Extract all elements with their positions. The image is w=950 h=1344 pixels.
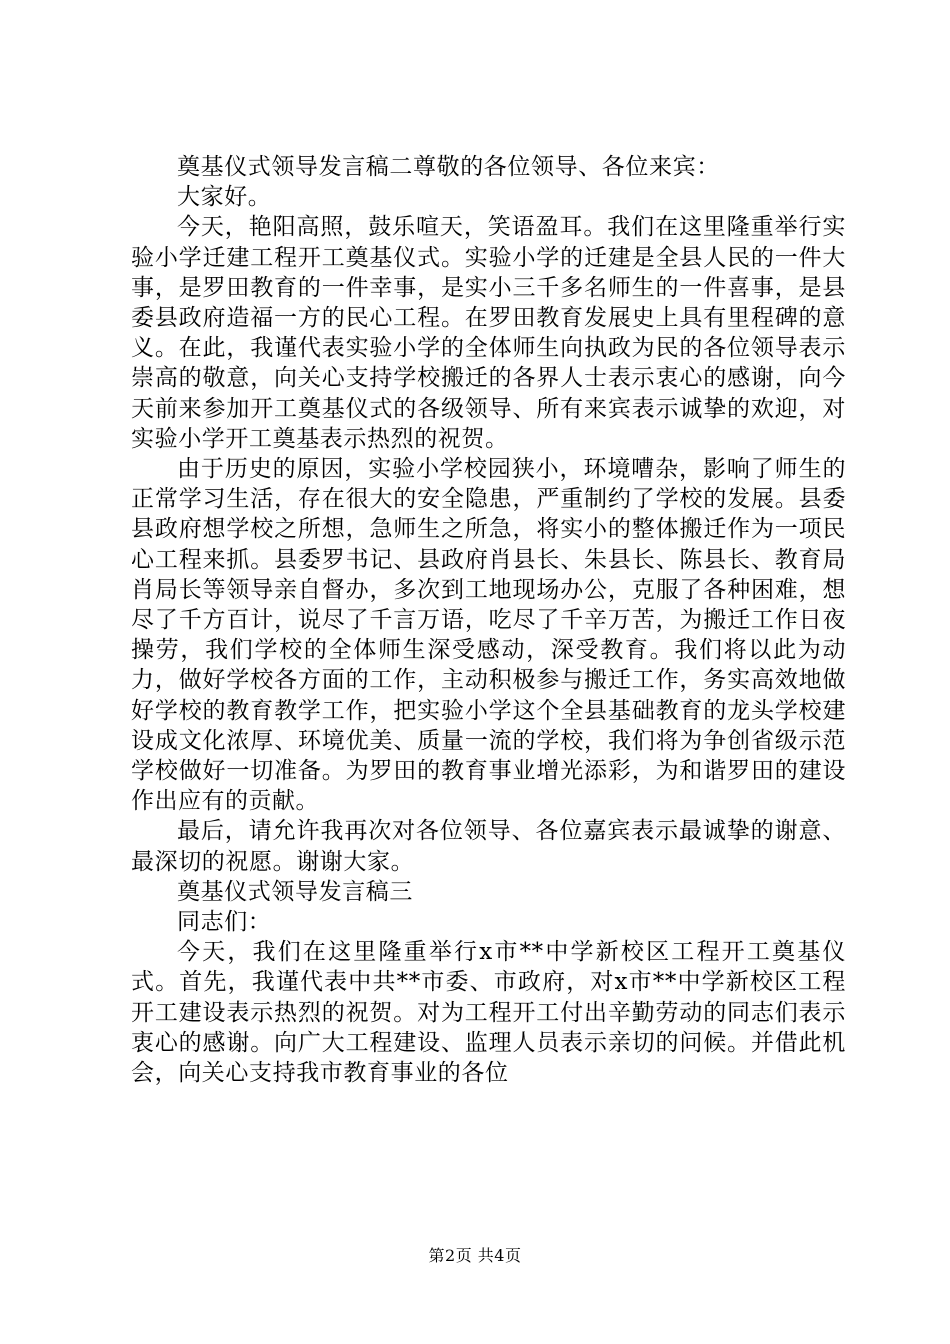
page-number-footer: 第2页 共4页 bbox=[428, 1246, 522, 1265]
document-body bbox=[131, 152, 846, 1088]
paragraph-opening-salutation: 奠基仪式领导发言稿二尊敬的各位领导、各位来宾： bbox=[177, 154, 720, 180]
section-heading-speech-three: 奠基仪式领导发言稿三 bbox=[177, 878, 413, 905]
paragraph-new-campus-opening: 今天，我们在这里隆重举行x市**中学新校区工程开工奠基仪式。首先，我谨代表中共**市委、市政府，对x市**中学新校区工程开工建设表示热烈的祝贺。对为工程开工付出辛勤劳动的同志们表示衷心的感谢。向广大工程建设、监理人员表示亲切的问候。并借此机会，向关心支持我市教育事业的各位 bbox=[131, 939, 846, 1087]
paragraph-greeting: 大家好。 bbox=[177, 184, 272, 211]
paragraph-history-relocation: 由于历史的原因，实验小学校园狭小，环境嘈杂，影响了师生的正常学习生活，存在很大的安全隐患，严重制约了学校的发展。县委县政府想学校之所想，急师生之所急，将实小的整体搬迁作为一项民心工程来抓。县委罗书记、县政府肖县长、朱县长、陈县长、教育局肖局长等领导亲自督办，多次到工地现场办公，克服了各种困难，想尽了千方百计，说尽了千言万语，吃尽了千辛万苦，为搬迁工作日夜操劳，我们学校的全体师生深受感动，深受教育。我们将以此为动力，做好学校各方面的工作，主动积极参与搬迁工作，务实高效地做好学校的教育教学工作，把实验小学这个全县基础教育的龙头学校建设成文化浓厚、环境优美、质量一流的学校，我们将为争创省级示范学校做好一切准备。为罗田的教育事业增光添彩，为和谐罗田的建设作出应有的贡献。 bbox=[131, 456, 846, 815]
paragraph-salutation-comrades: 同志们： bbox=[177, 909, 272, 936]
paragraph-closing-thanks: 最后，请允许我再次对各位领导、各位嘉宾表示最诚挚的谢意、最深切的祝愿。谢谢大家。 bbox=[131, 818, 846, 875]
paragraph-ceremony-intro: 今天，艳阳高照，鼓乐喧天，笑语盈耳。我们在这里隆重举行实验小学迁建工程开工奠基仪式。实验小学的迁建是全县人民的一件大事，是罗田教育的一件幸事，是实小三千多名师生的一件喜事，是县委县政府造福一方的民心工程。在罗田教育发展史上具有里程碑的意义。在此，我谨代表实验小学的全体师生向执政为民的各位领导表示崇高的敬意，向关心支持学校搬迁的各界人士表示衷心的感谢，向今天前来参加开工奠基仪式的各级领导、所有来宾表示诚挚的欢迎，对实验小学开工奠基表示热烈的祝贺。 bbox=[131, 214, 846, 452]
